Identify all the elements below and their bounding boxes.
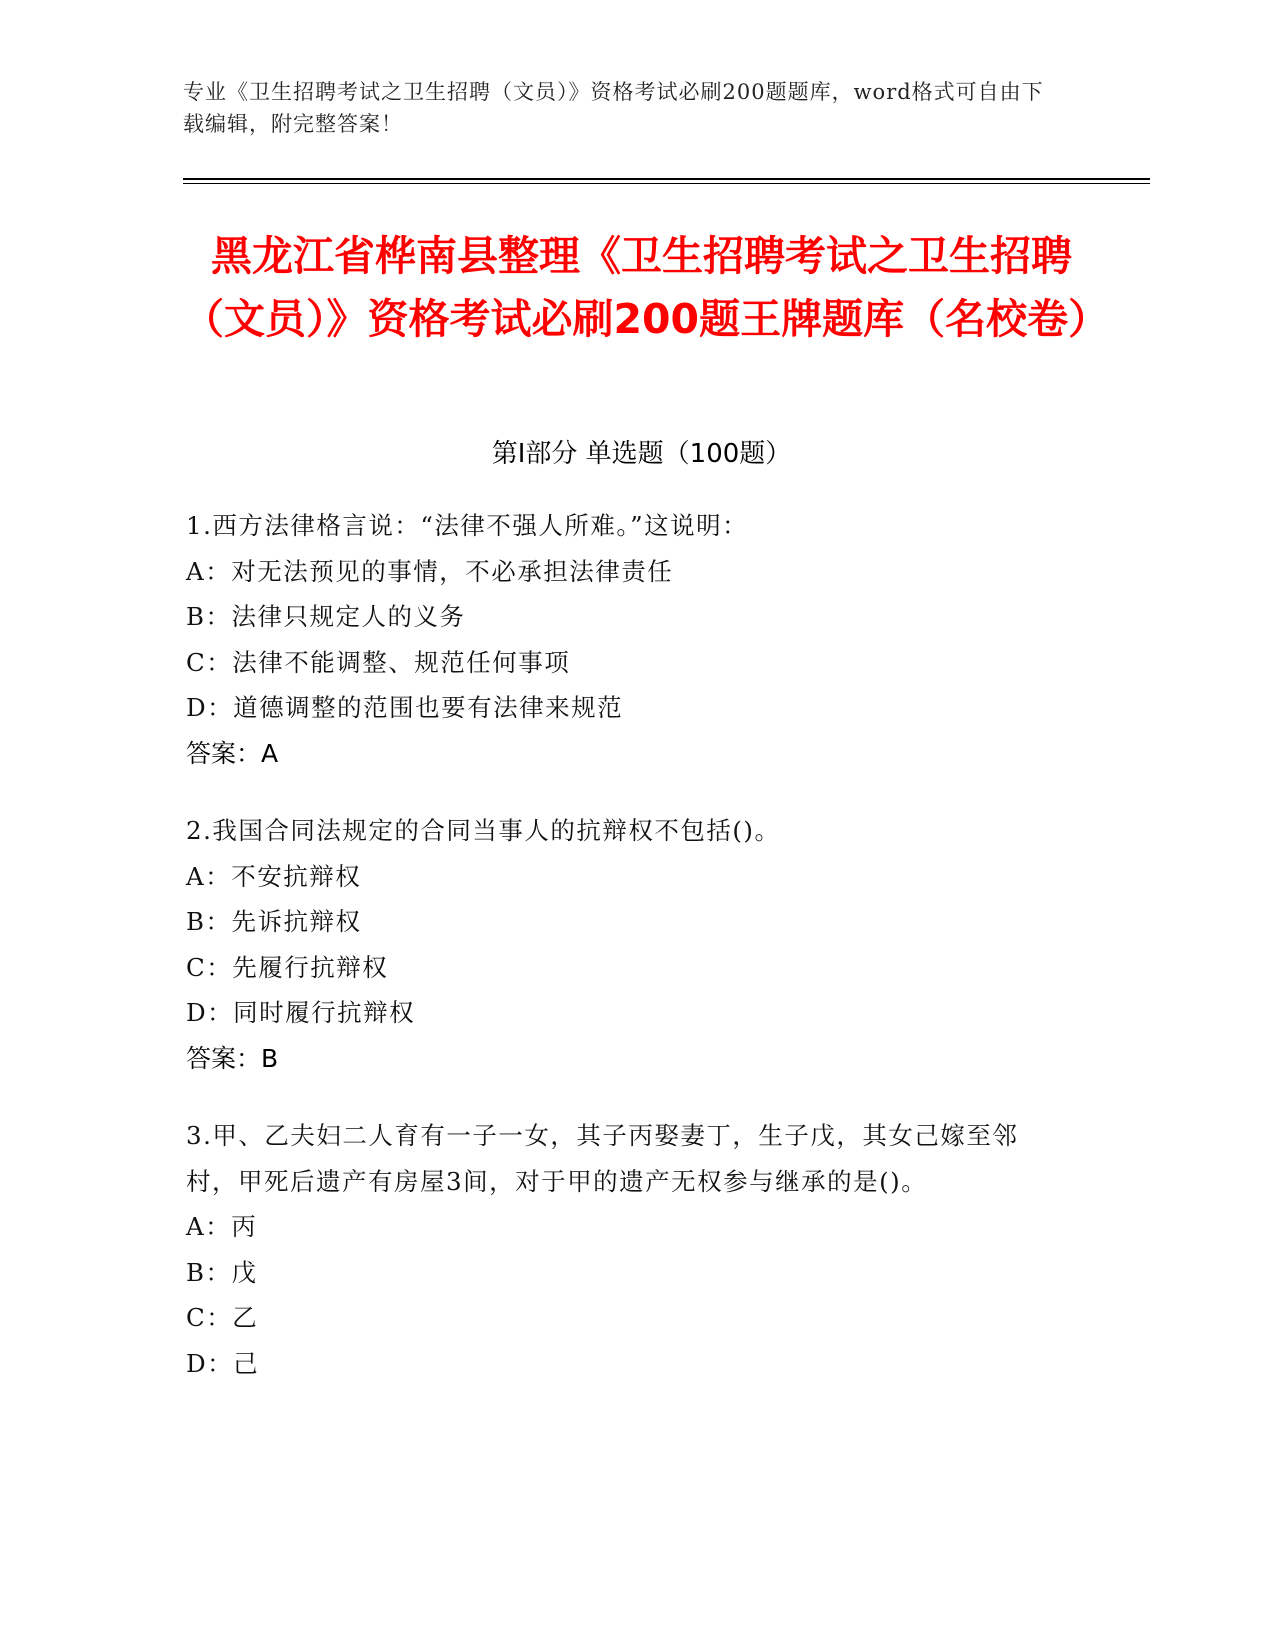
option-b: B：先诉抗辩权 xyxy=(186,907,362,936)
document-title: 黑龙江省桦南县整理《卫生招聘考试之卫生招聘（文员）》资格考试必刷200题王牌题库（名校卷） xyxy=(183,232,1110,343)
option-a: A：对无法预见的事情，不必承担法律责任 xyxy=(186,556,674,586)
option-d: D：己 xyxy=(186,1348,260,1378)
header-note: 专业《卫生招聘考试之卫生招聘（文员）》资格考试必刷200题题库，word格式可自由下载编辑，附完整答案！ xyxy=(183,80,1044,136)
option-c: C：乙 xyxy=(186,1303,259,1332)
header-rule-thin xyxy=(183,183,1150,184)
option-a: A：不安抗辩权 xyxy=(186,861,362,891)
option-b: B：法律只规定人的义务 xyxy=(186,602,466,631)
question-1 xyxy=(186,503,1046,776)
option-b: B：戊 xyxy=(186,1257,258,1287)
option-d: D：道德调整的范围也要有法律来规范 xyxy=(186,693,624,722)
section-heading: 第Ⅰ部分 单选题（100题） xyxy=(491,439,792,469)
option-c: C：先履行抗辩权 xyxy=(186,952,389,982)
question-stem: 1.西方法律格言说：“法律不强人所难。”这说明： xyxy=(186,511,749,540)
answer: 答案：A xyxy=(186,738,279,768)
question-stem: 3.甲、乙夫妇二人育有一子一女，其子丙娶妻丁，生子戊，其女己嫁至邻村，甲死后遗产有房屋3间，对于甲的遗产无权参与继承的是()。 xyxy=(186,1121,1019,1196)
question-stem: 2.我国合同法规定的合同当事人的抗辩权不包括()。 xyxy=(186,816,781,845)
option-c: C：法律不能调整、规范任何事项 xyxy=(186,647,571,677)
question-3 xyxy=(186,1113,1036,1386)
option-a: A：丙 xyxy=(186,1212,258,1241)
question-2 xyxy=(186,808,1046,1081)
option-d: D：同时履行抗辩权 xyxy=(186,998,416,1027)
answer: 答案：B xyxy=(186,1043,279,1073)
header-rule-thick xyxy=(183,178,1150,180)
